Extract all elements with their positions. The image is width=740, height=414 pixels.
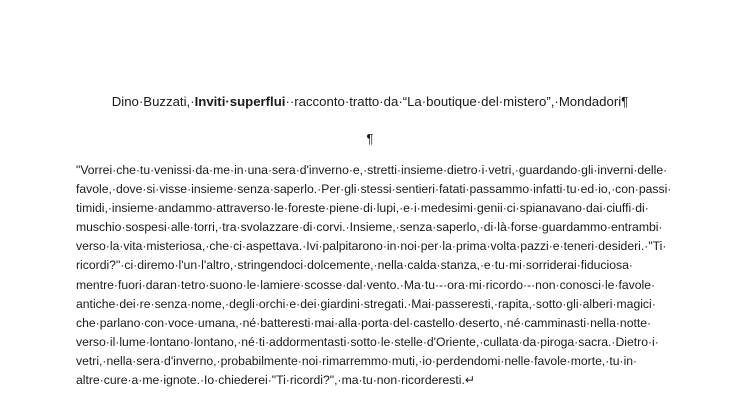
text-line: verso·il·lume·lontano·lontano,·né·ti·addormentasti·sotto·le·stelle·d'Oriente,·cullata·da·piroga·sacra.·Dietro·i· bbox=[76, 334, 659, 349]
text-line: "Vorrei·che·tu·venissi·da·me·in·una·sera·d'inverno·e,·stretti·insieme·dietro·i·vetri,·guardando·gli·inverni·delle· bbox=[76, 163, 668, 177]
story-title: Inviti·superflui bbox=[194, 94, 286, 109]
author-name: Dino·Buzzati,· bbox=[111, 94, 195, 109]
heading-paragraph[interactable] bbox=[0, 93, 740, 111]
text-line: muschio·sospesi·alle·torri,·tra·svolazzare·di·corvi.·Insieme,·senza·saperlo,·di·là·forse·guardammo·entrambi· bbox=[76, 220, 663, 235]
text-line: timidi,·insieme·andammo·attraverso·le·foreste·piene·di·lupi,·e·i·medesimi·genii·ci·spianavano·dai·ciuffi·di· bbox=[76, 201, 649, 216]
text-line: che·parlano·con·voce·umana,·né·batteresti·mai·alla·porta·del·castello·deserto,·né·camminasti·nella·notte· bbox=[76, 315, 652, 330]
text-line: vetri,·nella·sera·d'inverno,·probabilmente·noi·rimarremmo·muti,·io·perdendomi·nelle·favole·morte,·tu·in· bbox=[76, 353, 638, 368]
empty-paragraph-mark[interactable]: ¶ bbox=[366, 131, 374, 146]
text-line: ricordi?"·ci·diremo·l'un·l'altro,·stringendoci·dolcemente,·nella·calda·stanza,·e·tu·mi·sorriderai·fiduciosa· bbox=[76, 258, 633, 273]
text-line: mentre·fuori·daran·tetro·suono·le·lamiere·scosse·dal·vento.·Ma·tu·-·ora·mi·ricordo·-·non·conosci·le·favole· bbox=[76, 277, 656, 292]
source-note: ··racconto·tratto·da·“La·boutique·del·mistero”,·Mondadori¶ bbox=[285, 94, 629, 109]
text-line: antiche·dei·re·senza·nome,·degli·orchi·e·dei·giardini·stregati.·Mai·passeresti,·rapita,·sotto·gli·alberi·magici· bbox=[76, 296, 656, 311]
body-paragraph[interactable] bbox=[76, 161, 676, 390]
text-line: altre·cure·a·me·ignote.·Io·chiederei·"Ti·ricordi?",·ma·tu·non·ricorderesti.↵ bbox=[76, 373, 476, 388]
text-line: verso·la·vita·misteriosa,·che·ci·aspettava.·Ivi·palpitarono·in·noi·per·la·prima·volta·pazzi·e·teneri·desideri.·"Ti· bbox=[76, 239, 667, 254]
text-line: favole,·dove·si·visse·insieme·senza·saperlo.·Per·gli·stessi·sentieri·fatati·passammo·infatti·tu·ed·io,·con·passi· bbox=[76, 182, 672, 197]
